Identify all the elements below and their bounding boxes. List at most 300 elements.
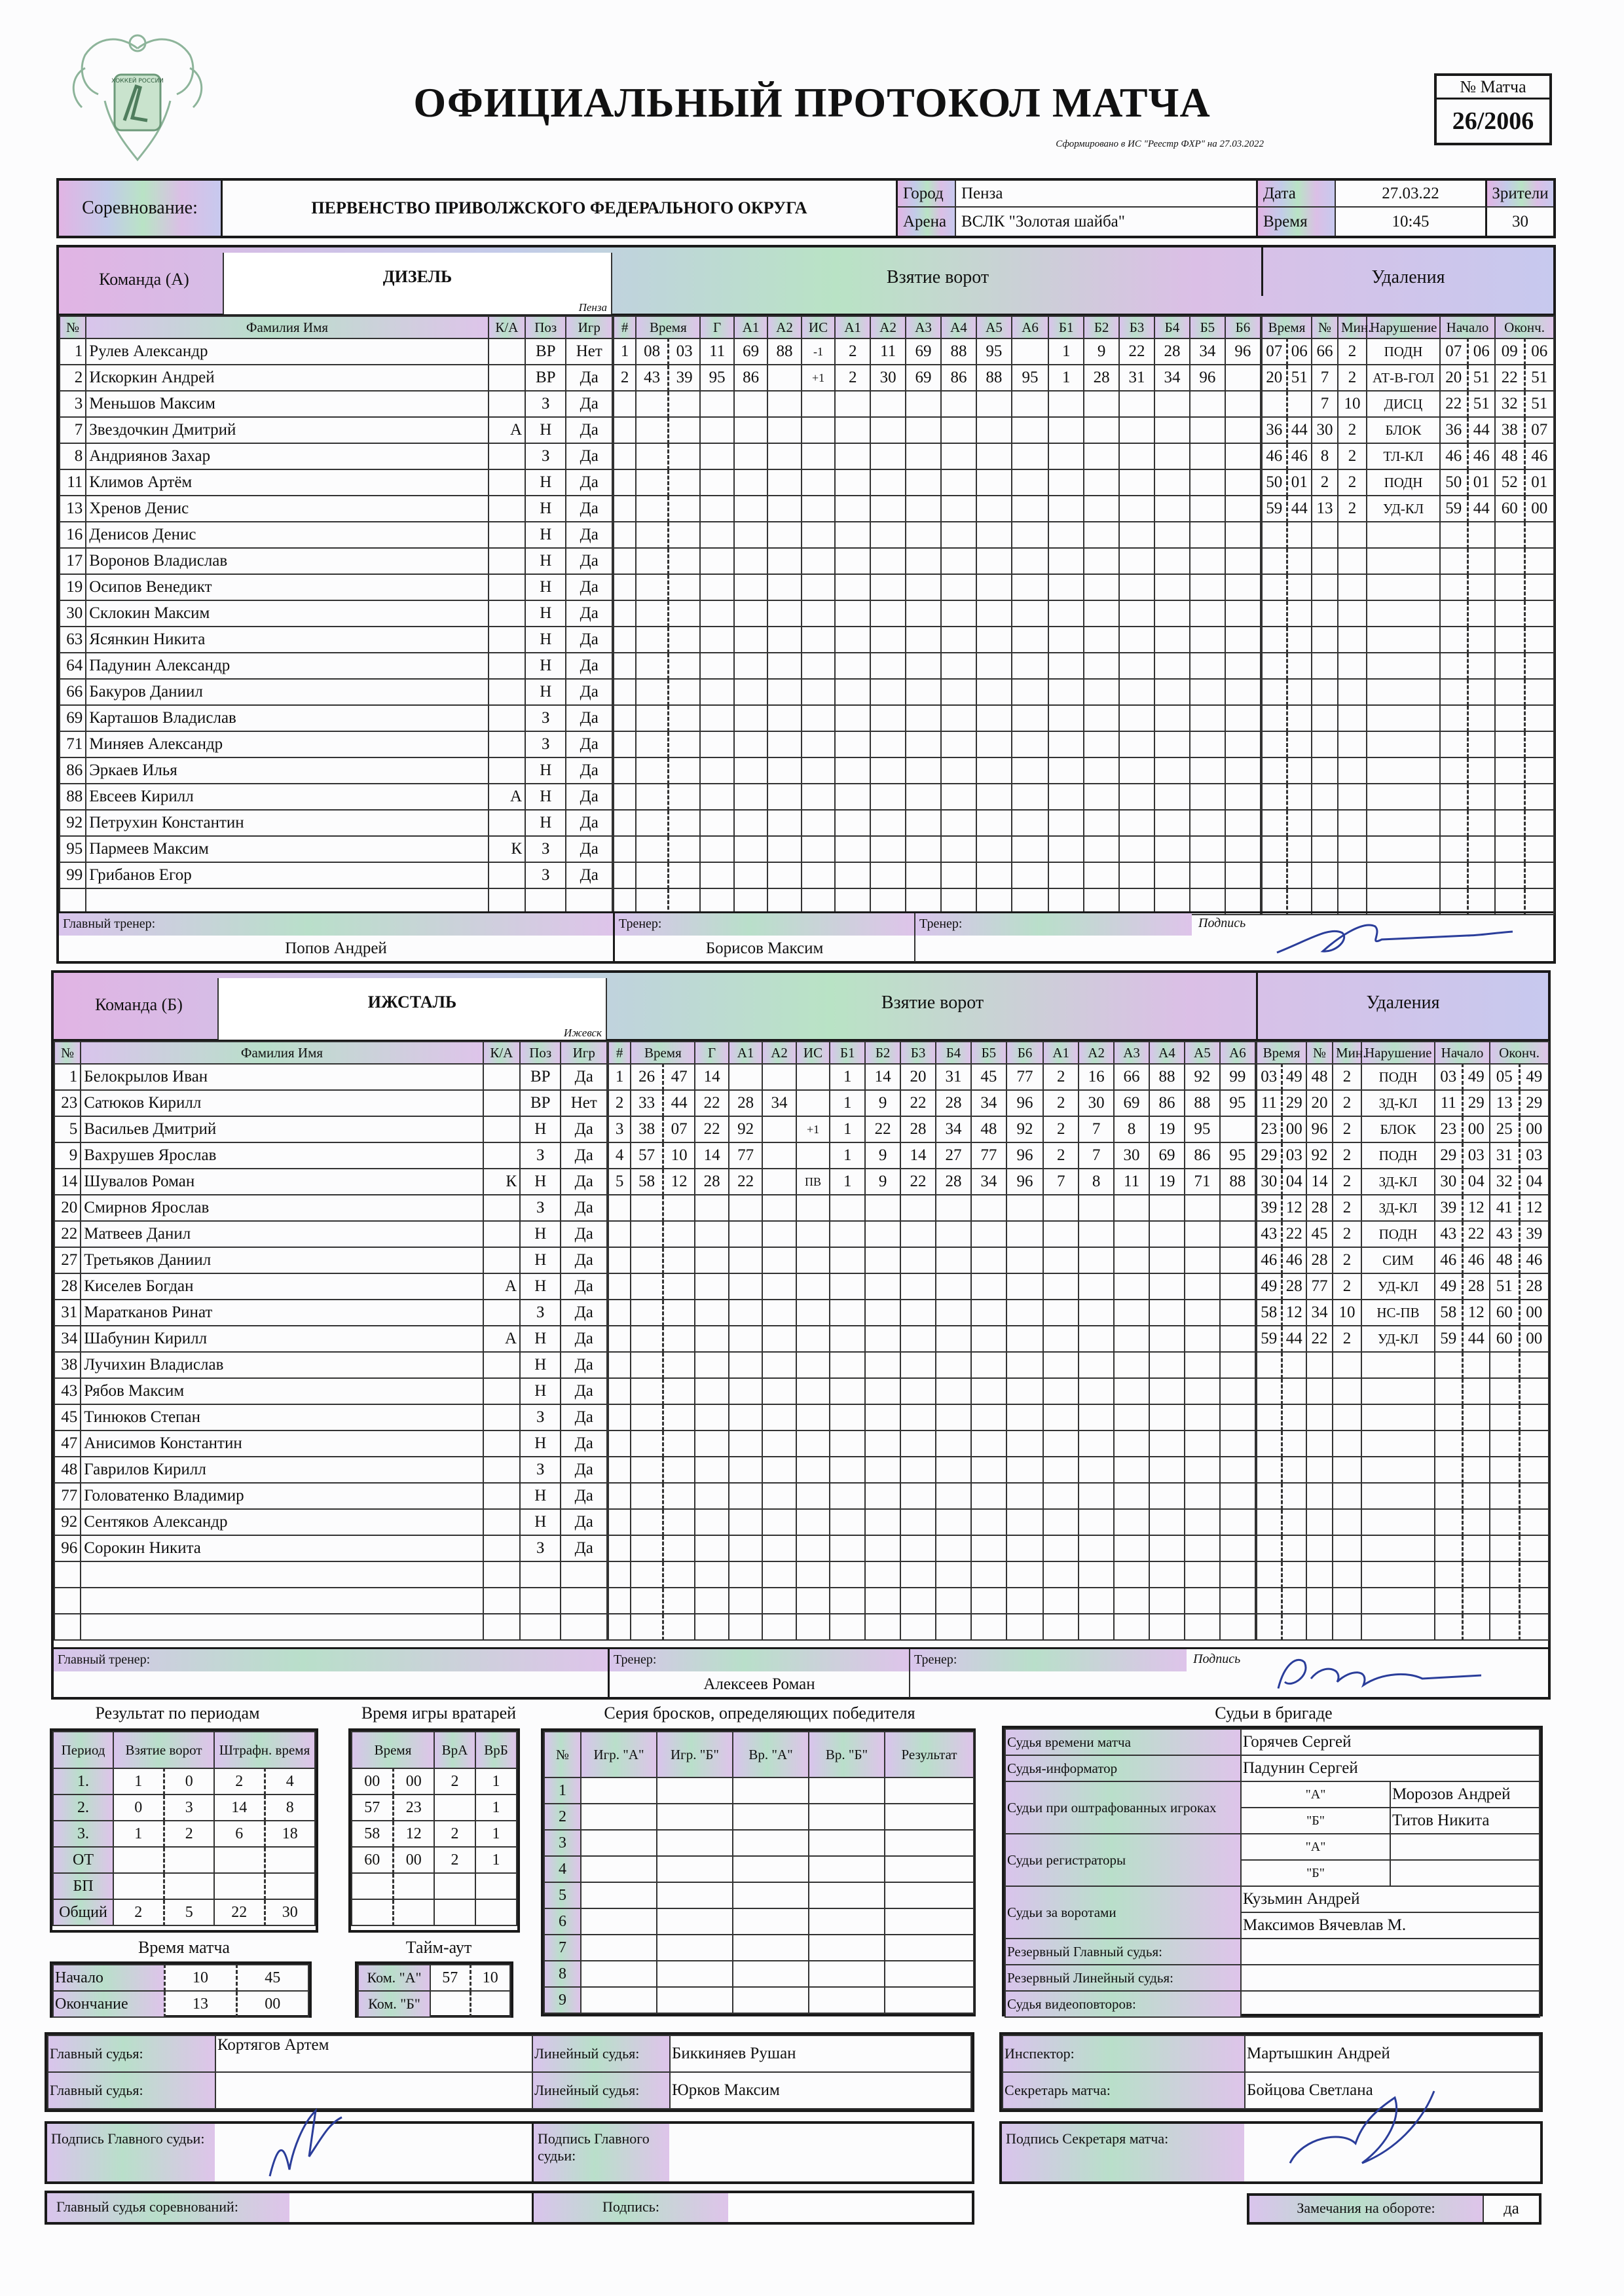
on-ice-player xyxy=(1079,1483,1114,1509)
on-ice-player xyxy=(976,784,1012,810)
goal-minute: 33 xyxy=(631,1090,663,1116)
player-name xyxy=(81,1561,483,1588)
match-end-m: 00 xyxy=(236,1991,308,2017)
header-on-ice-5: А6 xyxy=(1012,316,1048,338)
pen-second xyxy=(1287,810,1312,836)
pen-end-min xyxy=(1490,1561,1519,1588)
goal-minute xyxy=(631,1457,663,1483)
table-row xyxy=(1257,1352,1549,1378)
goal-situation xyxy=(802,757,835,784)
pen-start-sec xyxy=(1467,679,1495,705)
goal-situation xyxy=(796,1273,830,1300)
shootout-cell xyxy=(733,1987,809,2013)
pen-player xyxy=(1312,810,1338,836)
goal-scorer: 14 xyxy=(695,1064,728,1090)
goal-assist-2 xyxy=(762,1457,796,1483)
player-played xyxy=(561,1561,607,1588)
team-b-signature-label: Подпись xyxy=(1193,1652,1241,1666)
goal-assist-2 xyxy=(762,1378,796,1404)
goal-scorer xyxy=(700,469,733,496)
on-ice-player xyxy=(1154,836,1190,862)
on-ice-player xyxy=(1149,1300,1185,1326)
player-ka xyxy=(483,1588,520,1614)
pen-violation xyxy=(1367,888,1440,915)
header-on-ice-2: Б3 xyxy=(900,1042,936,1064)
on-ice-player xyxy=(1190,705,1225,731)
period-pim-b xyxy=(265,1873,315,1899)
pen-minutes: 2 xyxy=(1333,1116,1361,1142)
on-ice-player xyxy=(830,1300,865,1326)
pen-minute: 59 xyxy=(1257,1326,1282,1352)
on-ice-player xyxy=(1190,757,1225,784)
pen-start-sec xyxy=(1467,731,1495,757)
on-ice-player xyxy=(976,443,1012,469)
on-ice-player xyxy=(865,1326,900,1352)
player-ka xyxy=(489,888,525,915)
goal-assist-1 xyxy=(729,1326,762,1352)
goal-minute xyxy=(631,1561,663,1588)
goal-assist-1 xyxy=(729,1247,762,1273)
goal-number xyxy=(608,1561,631,1588)
team-a-coach2 xyxy=(914,936,1192,962)
on-ice-player: 99 xyxy=(1220,1064,1255,1090)
goal-scorer xyxy=(700,443,733,469)
on-ice-player xyxy=(1119,443,1154,469)
goal-second xyxy=(663,1300,695,1326)
goalie-b: 1 xyxy=(475,1768,517,1795)
goal-second xyxy=(668,522,700,548)
pen-minute xyxy=(1262,600,1287,627)
player-played: Да xyxy=(566,548,612,574)
goal-second xyxy=(663,1457,695,1483)
shootout-cell xyxy=(657,1961,733,1987)
on-ice-player xyxy=(1114,1352,1149,1378)
on-ice-player xyxy=(1006,1195,1043,1221)
on-ice-player xyxy=(830,1273,865,1300)
pen-minutes: 2 xyxy=(1333,1247,1361,1273)
pen-minutes xyxy=(1338,522,1367,548)
pen-start-min: 29 xyxy=(1435,1142,1462,1169)
header-on-ice-9: Б4 xyxy=(1154,316,1190,338)
pen-second: 03 xyxy=(1282,1142,1306,1169)
timeout-b-label: Ком. "Б" xyxy=(358,1991,430,2017)
pen-end-sec xyxy=(1524,600,1554,627)
pen-player: 28 xyxy=(1306,1195,1333,1221)
on-ice-player xyxy=(870,548,906,574)
on-ice-player xyxy=(936,1457,971,1483)
goal-situation: ПВ xyxy=(796,1169,830,1195)
table-row xyxy=(608,1195,1255,1221)
pen-minutes: 2 xyxy=(1333,1195,1361,1221)
pen-minutes xyxy=(1338,836,1367,862)
player-position: Н xyxy=(525,784,566,810)
pen-end-min xyxy=(1490,1457,1519,1483)
periods-table xyxy=(50,1728,318,1933)
header-pos: Поз xyxy=(525,316,566,338)
header-end: Оконч. xyxy=(1495,316,1554,338)
goal-scorer: 28 xyxy=(695,1169,728,1195)
on-ice-player xyxy=(1225,862,1261,888)
on-ice-player xyxy=(900,1273,936,1300)
pen-player xyxy=(1312,784,1338,810)
header-on-ice-9: А4 xyxy=(1149,1042,1185,1064)
goal-number xyxy=(614,522,636,548)
table-row xyxy=(352,1873,517,1899)
pen-minute xyxy=(1257,1430,1282,1457)
on-ice-player xyxy=(900,1352,936,1378)
period-goals-a: 1 xyxy=(113,1821,164,1847)
goalie-a: 2 xyxy=(434,1847,475,1873)
pen-end-min xyxy=(1495,784,1524,810)
on-ice-player xyxy=(835,600,870,627)
goal-assist-2 xyxy=(762,1430,796,1457)
player-ka xyxy=(489,731,525,757)
header-time: Время xyxy=(1257,1042,1306,1064)
player-position: З xyxy=(525,731,566,757)
player-name: Бакуров Даниил xyxy=(86,679,488,705)
pen-violation: СИМ xyxy=(1361,1247,1435,1273)
on-ice-player xyxy=(830,1509,865,1535)
player-position: З xyxy=(520,1404,561,1430)
pen-player xyxy=(1312,836,1338,862)
on-ice-player xyxy=(1225,784,1261,810)
goal-minute xyxy=(636,417,668,443)
goal-assist-2 xyxy=(762,1116,796,1142)
on-ice-player xyxy=(1084,522,1119,548)
on-ice-player xyxy=(971,1404,1006,1430)
on-ice-player xyxy=(1079,1404,1114,1430)
pen-violation: УД-КЛ xyxy=(1367,496,1440,522)
on-ice-player: 19 xyxy=(1149,1116,1185,1142)
header-start: Начало xyxy=(1440,316,1495,338)
on-ice-player: 30 xyxy=(1079,1090,1114,1116)
on-ice-player xyxy=(941,862,976,888)
player-ka xyxy=(489,496,525,522)
player-number: 92 xyxy=(60,810,86,836)
player-played xyxy=(561,1588,607,1614)
pen-second xyxy=(1287,574,1312,600)
table-row xyxy=(1262,627,1554,653)
on-ice-player xyxy=(830,1221,865,1247)
pen-player xyxy=(1312,731,1338,757)
player-name: Карташов Владислав xyxy=(86,705,488,731)
player-number: 77 xyxy=(54,1483,81,1509)
shootout-cell xyxy=(809,1987,885,2013)
pen-end-sec xyxy=(1524,548,1554,574)
player-ka xyxy=(483,1142,520,1169)
on-ice-player xyxy=(1048,888,1084,915)
pen-start-min: 23 xyxy=(1435,1116,1462,1142)
goal-minute xyxy=(636,574,668,600)
player-number: 88 xyxy=(60,784,86,810)
pen-start-sec: 06 xyxy=(1467,338,1495,365)
pen-end-min xyxy=(1490,1614,1519,1640)
player-name: Миняев Александр xyxy=(86,731,488,757)
pen-start-min: 39 xyxy=(1435,1195,1462,1221)
goal-scorer xyxy=(695,1535,728,1561)
goalie-second: 00 xyxy=(393,1847,434,1873)
on-ice-player xyxy=(1079,1300,1114,1326)
pen-start-min xyxy=(1435,1404,1462,1430)
header-on-ice-11: А6 xyxy=(1220,1042,1255,1064)
player-name: Шабунин Кирилл xyxy=(81,1326,483,1352)
player-position: З xyxy=(520,1457,561,1483)
goal-assist-2 xyxy=(767,888,801,915)
pen-end-sec: 00 xyxy=(1519,1326,1549,1352)
on-ice-player xyxy=(1225,443,1261,469)
table-row xyxy=(60,574,612,600)
on-ice-player xyxy=(941,469,976,496)
penalty-judge-a: Морозов Андрей xyxy=(1390,1781,1540,1808)
on-ice-player xyxy=(1012,679,1048,705)
pen-player: 28 xyxy=(1306,1247,1333,1273)
pen-start-sec xyxy=(1462,1378,1490,1404)
goal-number xyxy=(614,862,636,888)
table-row xyxy=(54,1535,607,1561)
pen-end-sec: 29 xyxy=(1519,1090,1549,1116)
goal-situation xyxy=(796,1247,830,1273)
on-ice-player xyxy=(941,522,976,548)
team-a-coach2-label: Тренер: xyxy=(914,913,1192,936)
on-ice-player: 1 xyxy=(830,1064,865,1090)
goal-assist-1 xyxy=(729,1352,762,1378)
on-ice-player: 95 xyxy=(976,338,1012,365)
table-row xyxy=(544,1961,974,1987)
player-name: Денисов Денис xyxy=(86,522,488,548)
header-hash: # xyxy=(614,316,636,338)
pen-start-min xyxy=(1435,1483,1462,1509)
on-ice-player xyxy=(1079,1221,1114,1247)
table-row xyxy=(544,1882,974,1908)
on-ice-player xyxy=(865,1509,900,1535)
goal-minute xyxy=(631,1300,663,1326)
on-ice-player: 34 xyxy=(971,1169,1006,1195)
on-ice-player xyxy=(1154,784,1190,810)
on-ice-player xyxy=(1079,1457,1114,1483)
goal-assist-1 xyxy=(734,757,767,784)
on-ice-player xyxy=(1190,548,1225,574)
pen-end-sec xyxy=(1524,627,1554,653)
team-b-coach1: Алексеев Роман xyxy=(608,1671,909,1698)
player-ka xyxy=(489,705,525,731)
table-row xyxy=(1257,1457,1549,1483)
player-position: Н xyxy=(520,1352,561,1378)
goal-second xyxy=(668,653,700,679)
on-ice-player xyxy=(971,1247,1006,1273)
table-row xyxy=(1262,417,1554,443)
player-played: Да xyxy=(561,1116,607,1142)
on-ice-player xyxy=(1220,1614,1255,1640)
pen-violation xyxy=(1361,1430,1435,1457)
pen-end-sec xyxy=(1524,836,1554,862)
player-ka xyxy=(489,548,525,574)
goal-minute xyxy=(636,627,668,653)
pen-minute xyxy=(1262,888,1287,915)
goalie-a: 2 xyxy=(434,1821,475,1847)
player-played: Да xyxy=(566,784,612,810)
on-ice-player xyxy=(830,1352,865,1378)
on-ice-player xyxy=(976,417,1012,443)
on-ice-player xyxy=(941,653,976,679)
on-ice-player xyxy=(1149,1483,1185,1509)
goal-scorer xyxy=(700,810,733,836)
player-number: 16 xyxy=(60,522,86,548)
on-ice-player xyxy=(971,1430,1006,1457)
on-ice-player: 2 xyxy=(1043,1142,1079,1169)
on-ice-player: 9 xyxy=(865,1169,900,1195)
player-played: Да xyxy=(561,1221,607,1247)
player-played: Да xyxy=(561,1535,607,1561)
player-name: Шувалов Роман xyxy=(81,1169,483,1195)
player-name: Климов Артём xyxy=(86,469,488,496)
table-row xyxy=(1262,391,1554,417)
goalie-a: 2 xyxy=(434,1768,475,1795)
on-ice-player: 1 xyxy=(830,1142,865,1169)
on-ice-player xyxy=(870,757,906,784)
pen-minutes: 2 xyxy=(1338,443,1367,469)
header-violation: Нарушение xyxy=(1367,316,1440,338)
pen-second: 28 xyxy=(1282,1273,1306,1300)
on-ice-player xyxy=(1149,1326,1185,1352)
table-row xyxy=(1257,1509,1549,1535)
on-ice-player xyxy=(1220,1535,1255,1561)
on-ice-player xyxy=(835,679,870,705)
team-b-coaches xyxy=(54,1647,1548,1697)
on-ice-player: 11 xyxy=(1114,1169,1149,1195)
main-judge-label-1: Главный судья: xyxy=(48,2035,215,2072)
goal-situation xyxy=(802,574,835,600)
player-played: Да xyxy=(566,600,612,627)
player-position: Н xyxy=(525,469,566,496)
on-ice-player: 7 xyxy=(1079,1116,1114,1142)
on-ice-player xyxy=(865,1273,900,1300)
on-ice-player xyxy=(870,862,906,888)
player-played: Да xyxy=(561,1483,607,1509)
on-ice-player xyxy=(1154,627,1190,653)
shootout-cell xyxy=(581,1935,657,1961)
player-position: Н xyxy=(520,1247,561,1273)
goal-second xyxy=(668,469,700,496)
pen-violation xyxy=(1361,1352,1435,1378)
goal-second xyxy=(663,1509,695,1535)
player-position: Н xyxy=(520,1483,561,1509)
player-played: Да xyxy=(561,1326,607,1352)
header-g: Г xyxy=(695,1042,728,1064)
roster-header xyxy=(60,316,612,338)
pen-minute: 46 xyxy=(1257,1247,1282,1273)
player-number: 5 xyxy=(54,1116,81,1142)
on-ice-player xyxy=(936,1588,971,1614)
goal-second: 03 xyxy=(668,338,700,365)
table-row xyxy=(1262,888,1554,915)
period-pim-b: 4 xyxy=(265,1768,315,1795)
on-ice-player xyxy=(971,1588,1006,1614)
goal-situation: +1 xyxy=(796,1116,830,1142)
pen-minutes xyxy=(1338,653,1367,679)
on-ice-player xyxy=(865,1300,900,1326)
on-ice-player: 19 xyxy=(1149,1169,1185,1195)
goal-situation xyxy=(796,1430,830,1457)
shootout-cell xyxy=(657,1830,733,1856)
period-name: 1. xyxy=(53,1768,113,1795)
date-value: 27.03.22 xyxy=(1335,181,1485,208)
goal-number xyxy=(608,1614,631,1640)
on-ice-player xyxy=(1006,1273,1043,1300)
shootout-cell xyxy=(885,1935,974,1961)
remarks-value: да xyxy=(1483,2196,1539,2222)
player-played: Да xyxy=(566,417,612,443)
goal-scorer xyxy=(695,1561,728,1588)
on-ice-player xyxy=(865,1561,900,1588)
pen-start-min xyxy=(1435,1430,1462,1457)
on-ice-player: 34 xyxy=(936,1116,971,1142)
table-row xyxy=(60,469,612,496)
on-ice-player: 95 xyxy=(1220,1142,1255,1169)
officials-table xyxy=(1002,1726,1543,2016)
on-ice-player xyxy=(870,810,906,836)
roster-table xyxy=(59,316,613,915)
emblem-text: ХОККЕЙ РОССИИ xyxy=(111,78,164,84)
player-position: Н xyxy=(525,757,566,784)
table-row xyxy=(614,810,1261,836)
table-row xyxy=(60,365,612,391)
table-row xyxy=(1262,443,1554,469)
table-row xyxy=(1262,810,1554,836)
on-ice-player xyxy=(1190,627,1225,653)
on-ice-player xyxy=(900,1457,936,1483)
on-ice-player xyxy=(870,522,906,548)
on-ice-player xyxy=(1012,574,1048,600)
goal-scorer xyxy=(700,784,733,810)
roster-header xyxy=(54,1042,607,1064)
pen-minutes xyxy=(1338,705,1367,731)
table-row xyxy=(614,836,1261,862)
pen-start-min: 36 xyxy=(1440,417,1467,443)
pen-start-min xyxy=(1435,1457,1462,1483)
pen-second: 49 xyxy=(1282,1064,1306,1090)
goal-judge-2: Максимов Вячевлав М. xyxy=(1241,1912,1540,1939)
goal-assist-2 xyxy=(767,705,801,731)
goal-number xyxy=(614,784,636,810)
goalie-minute: 58 xyxy=(352,1821,393,1847)
pen-start-sec xyxy=(1462,1535,1490,1561)
goal-scorer xyxy=(695,1483,728,1509)
player-name: Петрухин Константин xyxy=(86,810,488,836)
pen-violation: ТЛ-КЛ xyxy=(1367,443,1440,469)
pen-violation xyxy=(1367,600,1440,627)
on-ice-player xyxy=(870,443,906,469)
shootout-cell xyxy=(657,1908,733,1935)
goal-assist-2 xyxy=(767,653,801,679)
player-position: Н xyxy=(520,1116,561,1142)
pen-violation: ПОДН xyxy=(1361,1142,1435,1169)
penalty-tag-b: "Б" xyxy=(1241,1808,1390,1834)
goal-assist-1 xyxy=(734,784,767,810)
team-b-penalties xyxy=(1256,1041,1549,1641)
pen-minute xyxy=(1257,1535,1282,1561)
on-ice-player: 14 xyxy=(865,1064,900,1090)
pen-minutes: 10 xyxy=(1333,1300,1361,1326)
goal-situation xyxy=(796,1378,830,1404)
goal-situation xyxy=(796,1457,830,1483)
on-ice-player xyxy=(1149,1457,1185,1483)
on-ice-player xyxy=(1006,1588,1043,1614)
on-ice-player xyxy=(1220,1430,1255,1457)
goal-minute xyxy=(631,1195,663,1221)
player-number: 31 xyxy=(54,1300,81,1326)
pen-minutes xyxy=(1333,1404,1361,1430)
goal-second xyxy=(668,810,700,836)
